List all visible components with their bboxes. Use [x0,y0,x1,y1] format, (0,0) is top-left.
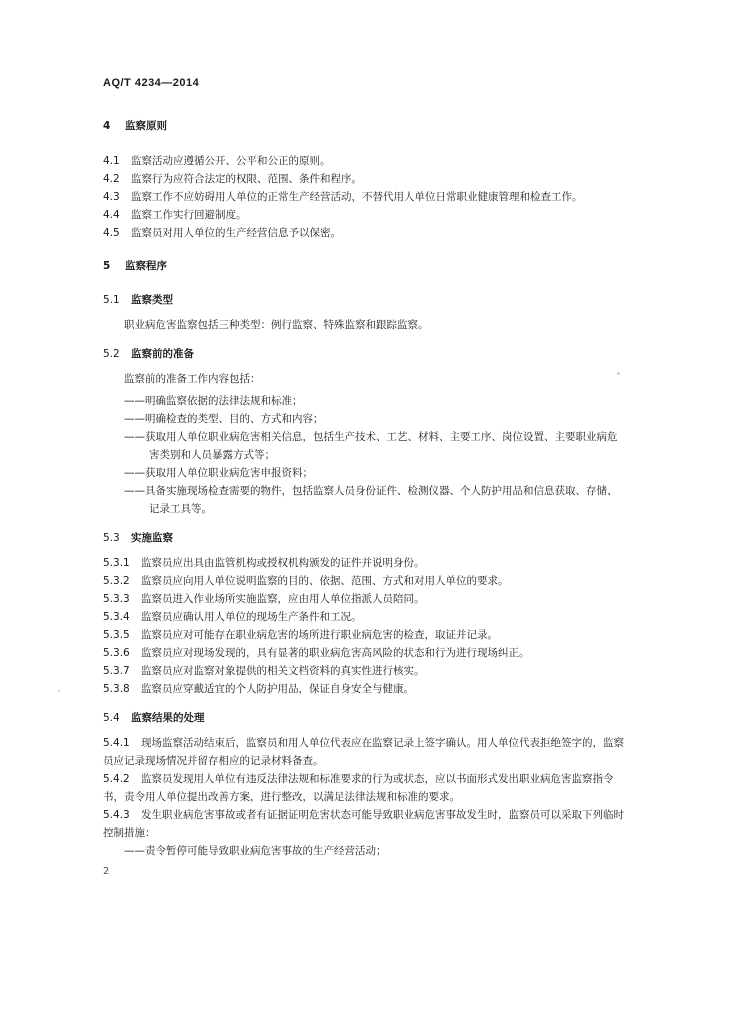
clause-number: 5.3.7 [103,665,130,677]
clause-5-4-1 [103,734,625,770]
page-content [103,118,625,860]
clause-text: 监察员应出具由监管机构或授权机构颁发的证件并说明身份。 [141,557,425,569]
clause-text: 监察工作实行回避制度。 [131,209,247,221]
clause-text: 监察员应对现场发现的，具有显著的职业病危害高风险的状态和行为进行现场纠正。 [141,647,530,659]
section-title: 监察原则 [125,120,167,132]
clause-4-4 [103,206,625,224]
section-number: 4 [103,120,111,132]
clause-text: 监察员发现用人单位有违反法律法规和标准要求的行为或状态，应以书面形式发出职业病危害监察指令书，责令用人单位提出改善方案，进行整改，以满足法律法规和标准的要求。 [103,773,614,803]
clause-number: 4.5 [103,227,120,239]
subsection-5-1-heading [103,292,625,308]
subsection-number: 5.2 [103,348,120,360]
clause-text: 监察员应确认用人单位的现场生产条件和工况。 [141,611,362,623]
clause-text: 发生职业病危害事故或者有证据证明危害状态可能导致职业病危害事故发生时，监察员可以采取下列临时控制措施： [103,809,624,839]
clause-number: 5.3.4 [103,611,130,623]
clause-4-3 [103,188,625,206]
clause-5-4-2 [103,770,625,806]
section-4-heading [103,118,625,134]
clause-5-3-5 [103,626,625,644]
page-number: 2 [103,866,110,877]
clause-number: 5.3.3 [103,593,130,605]
subsection-title: 监察结果的处理 [131,712,205,724]
clause-5-3-4 [103,608,625,626]
clause-number: 5.3.1 [103,557,130,569]
clause-5-3-2 [103,572,625,590]
clause-text: 监察员应向用人单位说明监察的目的、依据、范围、方式和对用人单位的要求。 [141,575,509,587]
clause-5-3-6 [103,644,625,662]
clause-text: 监察行为应符合法定的权限、范围、条件和程序。 [131,173,362,185]
list-item: ——明确监察依据的法律法规和标准； [124,395,303,407]
clause-number: 5.3.8 [103,683,130,695]
clause-text: 现场监察活动结束后，监察员和用人单位代表应在监察记录上签字确认。用人单位代表拒绝签字的，监察员应记录现场情况并留存相应的记录材料备查。 [103,737,624,767]
document-code: AQ/T 4234—2014 [103,77,200,89]
clause-number: 4.1 [103,155,120,167]
list-item: ——责令暂停可能导致职业病危害事故的生产经营活动； [124,845,387,857]
clause-4-1 [103,152,625,170]
subsection-title: 监察前的准备 [131,348,194,360]
clause-text: 监察员应穿戴适宜的个人防护用品，保证自身安全与健康。 [141,683,414,695]
clause-text: 监察员对用人单位的生产经营信息予以保密。 [131,227,341,239]
clause-number: 5.3.2 [103,575,130,587]
clause-number: 5.4.1 [103,737,130,749]
clause-4-5 [103,224,625,242]
clause-text: 监察员应对可能存在职业病危害的场所进行职业病危害的检查，取证并记录。 [141,629,498,641]
clause-5-4-3 [103,806,625,842]
subsection-5-4-heading [103,710,625,726]
clause-5-3-7 [103,662,625,680]
clause-number: 5.4.2 [103,773,130,785]
clause-number: 5.3.6 [103,647,130,659]
section-title: 监察程序 [125,260,167,272]
subsection-5-2-heading [103,346,625,362]
clause-text: 监察工作不应妨碍用人单位的正常生产经营活动，不替代用人单位日常职业健康管理和检查工作。 [131,191,583,203]
clause-5-3-1 [103,554,625,572]
subsection-number: 5.1 [103,294,120,306]
subsection-number: 5.3 [103,532,120,544]
subsection-title: 监察类型 [131,294,173,306]
list-item: ——获取用人单位职业病危害相关信息，包括生产技术、工艺、材料、主要工序、岗位设置、主要职业病危害类别和人员暴露方式等； [124,431,618,461]
scan-speck [58,690,60,692]
clause-4-2 [103,170,625,188]
clause-number: 5.3.5 [103,629,130,641]
clause-5-3-3 [103,590,625,608]
scan-speck [617,372,620,375]
subsection-5-3-heading [103,530,625,546]
clause-number: 4.2 [103,173,120,185]
subsection-title: 实施监察 [131,532,173,544]
section-5-heading [103,258,625,274]
clause-text: 监察员应对监察对象提供的相关文档资料的真实性进行核实。 [141,665,425,677]
list-item: ——获取用人单位职业病危害申报资料； [124,467,313,479]
clause-number: 4.4 [103,209,120,221]
section-number: 5 [103,260,111,272]
list-item: ——具备实施现场检查需要的物件，包括监察人员身份证件、检测仪器、个人防护用品和信息获取、存储、记录工具等。 [124,485,618,515]
clause-number: 5.4.3 [103,809,130,821]
clause-text: 监察活动应遵循公开、公平和公正的原则。 [131,155,331,167]
clause-5-3-8 [103,680,625,698]
clause-number: 4.3 [103,191,120,203]
subsection-number: 5.4 [103,712,120,724]
paragraph: 监察前的准备工作内容包括： [124,373,261,385]
paragraph: 职业病危害监察包括三种类型：例行监察、特殊监察和跟踪监察。 [124,319,429,331]
clause-text: 监察员进入作业场所实施监察，应由用人单位指派人员陪同。 [141,593,425,605]
list-item: ——明确检查的类型、目的、方式和内容； [124,413,324,425]
